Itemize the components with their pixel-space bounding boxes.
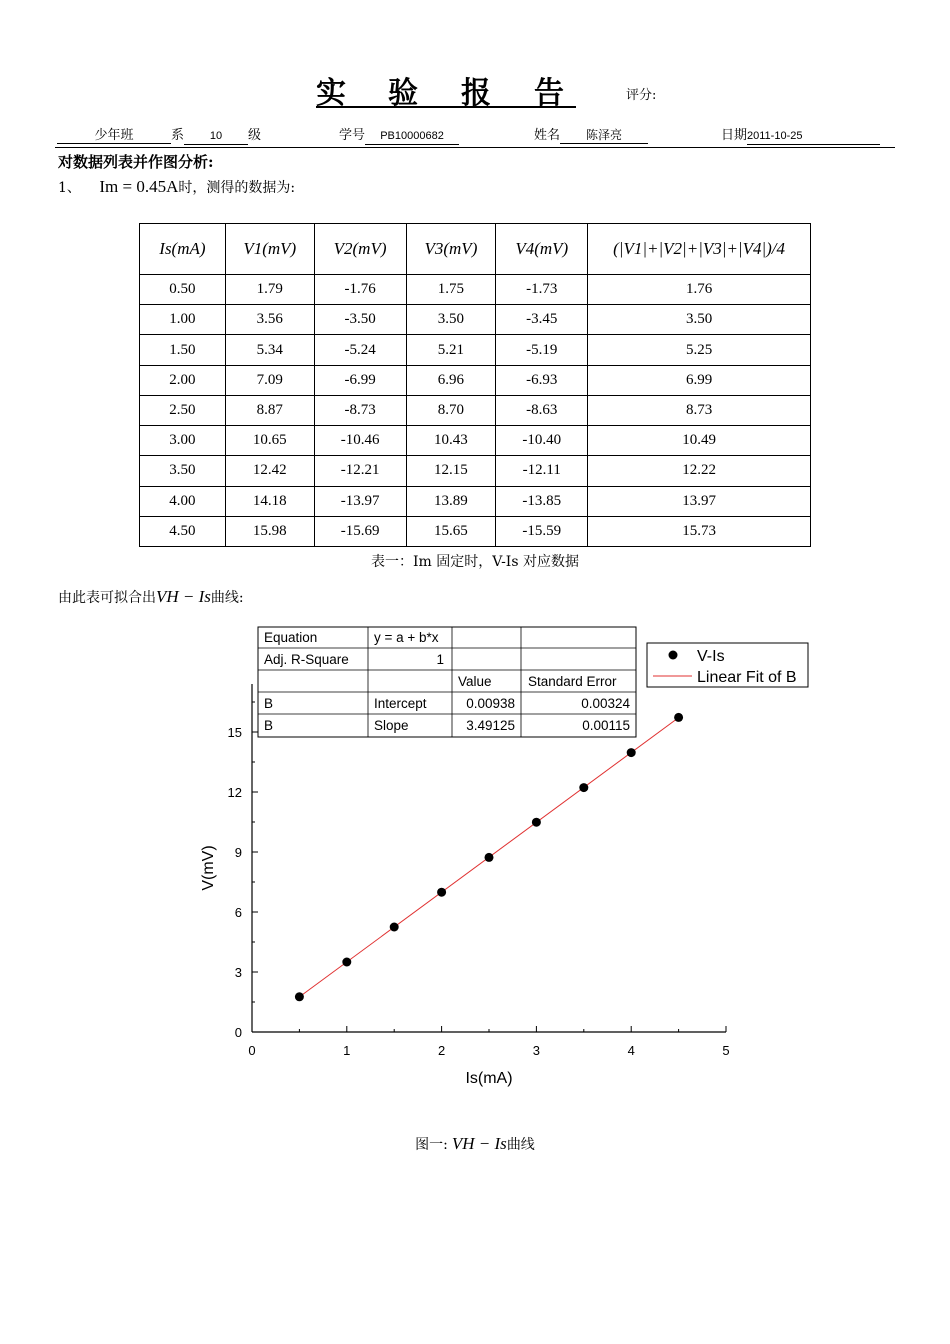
table-cell: 15.73 [588, 516, 811, 546]
y-tick-label: 0 [234, 1025, 242, 1040]
table-cell: 2.50 [140, 395, 226, 425]
table-cell: 3.50 [140, 456, 226, 486]
table-cell: 8.87 [225, 395, 314, 425]
x-tick-label: 3 [532, 1043, 541, 1058]
fit-intro-formula: VH − Is [156, 587, 211, 606]
x-tick-label: 1 [343, 1043, 351, 1058]
data-point [674, 713, 683, 722]
y-tick-label: 6 [234, 905, 242, 920]
student-id-value: PB10000682 [365, 129, 459, 145]
date-value: 2011-10-25 [747, 129, 880, 145]
header-cell: (|V1|+|V2|+|V3|+|V4|)/4 [588, 224, 811, 275]
table-cell: 12.42 [225, 456, 314, 486]
table-cell: -13.97 [314, 486, 406, 516]
condition-formula: Im = 0.45A [99, 177, 179, 196]
table-cell: 1.75 [406, 275, 496, 305]
table-cell: -3.50 [314, 305, 406, 335]
data-point [342, 958, 351, 967]
dept-value: 10 [184, 129, 248, 145]
table-cell: 1.50 [140, 335, 226, 365]
y-tick-label: 9 [234, 845, 242, 860]
stats-cell: Value [458, 674, 492, 689]
date-label: 日期 [721, 128, 748, 143]
table-cell: -3.45 [496, 305, 588, 335]
table-cell: 8.70 [406, 395, 496, 425]
data-point [295, 992, 304, 1001]
data-point [627, 748, 636, 757]
stats-cell: Equation [264, 630, 318, 645]
table-cell: -12.21 [314, 456, 406, 486]
table-cell: 4.50 [140, 516, 226, 546]
header-cell: V2(mV) [314, 224, 406, 275]
data-point [390, 923, 399, 932]
table-cell: -13.85 [496, 486, 588, 516]
stats-cell: 0.00115 [582, 718, 630, 733]
table-cell: 13.89 [406, 486, 496, 516]
title-char: 报 [461, 76, 491, 111]
stats-cell: Intercept [374, 696, 427, 711]
table-cell: 6.99 [588, 365, 811, 395]
table-cell: 10.49 [588, 426, 811, 456]
table-cell: 4.00 [140, 486, 226, 516]
table-cell: -8.63 [496, 395, 588, 425]
table-cell: 3.50 [588, 305, 811, 335]
x-tick-label: 0 [248, 1043, 256, 1058]
table-cell: 8.73 [588, 395, 811, 425]
table-cell: 6.96 [406, 365, 496, 395]
stats-cell: B [264, 696, 274, 711]
x-tick-label: 4 [627, 1043, 635, 1058]
table-cell: -1.76 [314, 275, 406, 305]
header-cell: V1(mV) [225, 224, 314, 275]
table-cell: -10.46 [314, 426, 406, 456]
table-cell: 3.00 [140, 426, 226, 456]
table-cell: -15.69 [314, 516, 406, 546]
fit-intro-prefix: 由此表可拟合出 [58, 590, 156, 606]
name-label: 姓名 [534, 128, 561, 143]
table-cell: -6.93 [496, 365, 588, 395]
table-cell: 5.21 [406, 335, 496, 365]
table-cell: 13.97 [588, 486, 811, 516]
table-cell: -8.73 [314, 395, 406, 425]
data-point [485, 853, 494, 862]
name-value: 陈泽亮 [560, 128, 648, 144]
table-cell: 1.76 [588, 275, 811, 305]
header-cell: V4(mV) [496, 224, 588, 275]
dept-label: 系 [171, 128, 185, 143]
stats-cell: 3.49125 [466, 718, 515, 733]
table-cell: 12.22 [588, 456, 811, 486]
item-text: 时，测得的数据为: [178, 180, 296, 196]
table-cell: 3.56 [225, 305, 314, 335]
y-axis-label: V(mV) [200, 845, 217, 891]
table-cell: 7.09 [225, 365, 314, 395]
chart-legend [647, 643, 808, 687]
table-cell: 15.65 [406, 516, 496, 546]
figure-caption-prefix: 图一: [415, 1137, 448, 1153]
table-cell: 3.50 [406, 305, 496, 335]
header-cell: V3(mV) [406, 224, 496, 275]
stats-cell: B [264, 718, 274, 733]
data-point [532, 818, 541, 827]
grade-label: 级 [248, 128, 262, 143]
y-tick-label: 15 [227, 725, 242, 740]
table-cell: -5.19 [496, 335, 588, 365]
stats-cell: y = a + b*x [374, 630, 439, 645]
title-char: 告 [534, 76, 564, 111]
figure-caption-suffix: 曲线 [506, 1137, 535, 1153]
table-cell: 1.00 [140, 305, 226, 335]
table-cell: -10.40 [496, 426, 588, 456]
stats-cell: 0.00324 [581, 696, 630, 711]
title-char: 验 [388, 76, 418, 111]
stats-cell: 1 [436, 652, 444, 667]
header-cell: Is(mA) [140, 224, 226, 275]
table-cell: 1.79 [225, 275, 314, 305]
data-point [579, 783, 588, 792]
y-tick-label: 3 [234, 965, 242, 980]
table-cell: -6.99 [314, 365, 406, 395]
table-cell: 5.25 [588, 335, 811, 365]
table-cell: 0.50 [140, 275, 226, 305]
x-tick-label: 2 [437, 1043, 446, 1058]
table-cell: -1.73 [496, 275, 588, 305]
title-char: 实 [316, 76, 346, 111]
score-label: 评分: [626, 88, 657, 103]
table-cell: -12.11 [496, 456, 588, 486]
stats-cell: Adj. R-Square [264, 652, 349, 667]
legend-label-v-is: V-Is [697, 648, 725, 665]
table-cell: 10.65 [225, 426, 314, 456]
table-cell: 2.00 [140, 365, 226, 395]
stats-cell: 0.00938 [466, 696, 515, 711]
stats-cell: Standard Error [528, 674, 617, 689]
y-tick-label: 12 [227, 785, 242, 800]
legend-marker-v-is [669, 651, 678, 660]
x-axis-label: Is(mA) [465, 1070, 513, 1087]
fit-intro-suffix: 曲线: [210, 590, 244, 606]
section-heading: 对数据列表并作图分析: [58, 153, 214, 171]
figure-caption-formula: VH − Is [451, 1134, 507, 1153]
figure-caption [0, 1134, 950, 1154]
data-point [437, 888, 446, 897]
stats-cell: Slope [374, 718, 409, 733]
table-cell: 14.18 [225, 486, 314, 516]
class-name: 少年班 [57, 128, 171, 144]
table-cell: 10.43 [406, 426, 496, 456]
student-id-label: 学号 [339, 128, 366, 143]
table-cell: 5.34 [225, 335, 314, 365]
table-cell: 15.98 [225, 516, 314, 546]
table-cell: -5.24 [314, 335, 406, 365]
table-caption: 表一：Im 固定时，V-Is 对应数据 [371, 554, 579, 570]
legend-label-fit: Linear Fit of B [697, 669, 797, 686]
table-cell: 12.15 [406, 456, 496, 486]
stats-table [258, 627, 636, 737]
x-tick-label: 5 [722, 1043, 730, 1058]
item-number: 1、 [58, 180, 81, 196]
table-cell: -15.59 [496, 516, 588, 546]
